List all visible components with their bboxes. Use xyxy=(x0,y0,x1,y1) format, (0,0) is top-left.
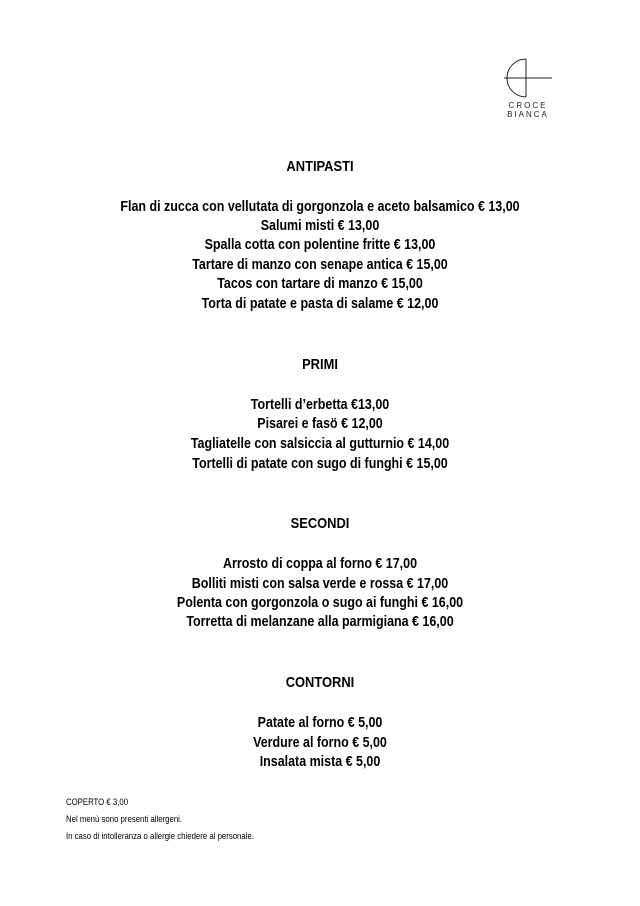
footer-intolerance: In caso di intolleranza o allergie chiedere al personale. xyxy=(66,831,254,842)
menu-item: Bolliti misti con salsa verde e rossa € 17,00 xyxy=(191,576,449,592)
brand-name: CROCE BIANCA xyxy=(507,101,549,119)
footer-coperto: COPERTO € 3,00 xyxy=(66,797,129,808)
cross-moon-icon xyxy=(500,56,556,100)
menu-item: Tagliatelle con salsiccia al gutturnio € 14,00 xyxy=(190,436,450,452)
section-title-secondi: SECONDI xyxy=(290,515,350,532)
section-title-antipasti: ANTIPASTI xyxy=(286,158,354,175)
menu-item: Arrosto di coppa al forno € 17,00 xyxy=(222,556,418,572)
menu-item: Patate al forno € 5,00 xyxy=(257,715,383,731)
menu-item: Tortelli di patate con sugo di funghi € 15,00 xyxy=(192,456,448,472)
menu-item: Insalata mista € 5,00 xyxy=(259,754,381,770)
menu-item: Torretta di melanzane alla parmigiana € 16,00 xyxy=(186,614,454,630)
menu-item: Torta di patate e pasta di salame € 12,00 xyxy=(201,296,439,312)
brand-logo xyxy=(488,56,568,119)
menu-item: Spalla cotta con polentine fritte € 13,00 xyxy=(204,237,436,253)
menu-item: Tacos con tartare di manzo € 15,00 xyxy=(217,276,423,292)
menu-item: Flan di zucca con vellutata di gorgonzola e aceto balsamico € 13,00 xyxy=(120,199,520,215)
section-title-primi: PRIMI xyxy=(302,356,338,373)
menu-item: Verdure al forno € 5,00 xyxy=(253,735,387,751)
menu-item: Polenta con gorgonzola o sugo ai funghi € 16,00 xyxy=(176,595,464,611)
section-title-contorni: CONTORNI xyxy=(285,674,355,691)
menu-item: Tortelli d’erbetta €13,00 xyxy=(250,397,390,413)
menu-item: Tartare di manzo con senape antica € 15,00 xyxy=(192,257,448,273)
menu-item: Pisarei e fasö € 12,00 xyxy=(257,416,383,432)
footer-allergens: Nel menù sono presenti allergeni. xyxy=(66,814,183,825)
menu-item: Salumi misti € 13,00 xyxy=(260,218,380,234)
